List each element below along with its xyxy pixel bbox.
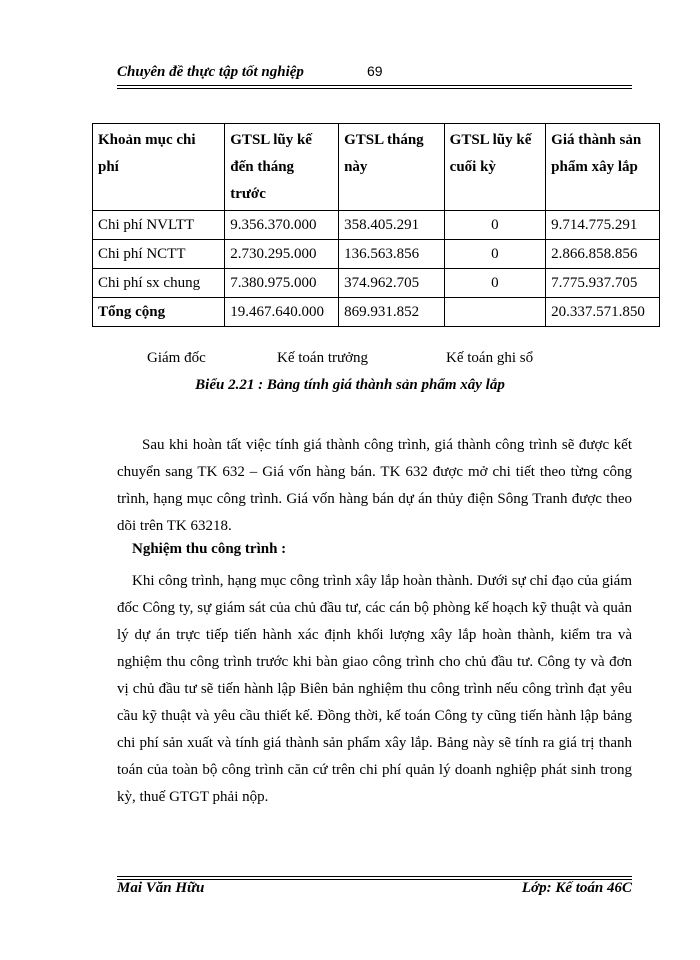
table-cell: 9.356.370.000: [225, 211, 339, 240]
table-cell: Chi phí NVLTT: [93, 211, 225, 240]
page-footer: [117, 880, 632, 902]
header-title: Chuyên đề thực tập tốt nghiệp: [117, 64, 304, 80]
table-cell: 374.962.705: [339, 269, 445, 298]
signature-director: Giám đốc: [147, 350, 206, 366]
table-total-row: [93, 298, 660, 327]
table-cell: 19.467.640.000: [225, 298, 339, 327]
table-row: [93, 269, 660, 298]
table-caption: Biểu 2.21 : Bảng tính giá thành sản phẩm xây lắp: [195, 377, 505, 393]
table-cell: 0: [444, 269, 546, 298]
col-header-prior-cumulative: GTSL lũy kế đến tháng trước: [225, 124, 339, 211]
footer-author: Mai Văn Hữu: [117, 880, 205, 896]
page-header: [117, 62, 632, 84]
col-header-end-cumulative: GTSL lũy kế cuối kỳ: [444, 124, 546, 211]
paragraph-acceptance: Khi công trình, hạng mục công trình xây lắp hoàn thành. Dưới sự chỉ đạo của giám đốc Công ty, sự giám sát của chủ đầu tư, các cán bộ phòng kế hoạch kỹ thuật và quản lý dự án trực tiếp tiến hành xác định khối lượng xây lắp hoàn thành, kiểm tra và nghiệm thu công trình trước khi bàn giao công trình cho chủ đầu tư. Công ty và đơn vị chủ đầu tư sẽ tiến hành lập Biên bản nghiệm thu công trình nếu công trình đạt yêu cầu kỹ thuật và yêu cầu thiết kế. Đồng thời, kế toán Công ty cũng tiến hành lập bảng chi phí sản xuất và tính giá thành sản phẩm xây lắp. Bảng này sẽ tính ra giá trị thanh toán của toàn bộ công trình căn cứ trên chi phí quản lý doanh nghiệp phát sinh trong kỳ, thuế GTGT phải nộp.: [117, 573, 632, 805]
page-number: 69: [367, 63, 383, 79]
footer-rule-top: [117, 876, 632, 877]
table-header-row: [93, 124, 660, 211]
table-cell: 9.714.775.291: [546, 211, 660, 240]
table-cell: Chi phí NCTT: [93, 240, 225, 269]
footer-class: Lớp: Kế toán 46C: [521, 880, 632, 896]
signature-chief-accountant: Kế toán trưởng: [277, 350, 369, 366]
col-header-product-cost: Giá thành sản phẩm xây lắp: [546, 124, 660, 211]
paragraph-transfer: Sau khi hoàn tất việc tính giá thành công trình, giá thành công trình sẽ được kết chuyển sang TK 632 – Giá vốn hàng bán. TK 632 được mở chi tiết theo từng công trình, hạng mục công trình. Giá vốn hàng bán dự án thủy điện Sông Tranh được theo dõi trên TK 63218.: [117, 437, 632, 534]
table-row: [93, 211, 660, 240]
table-cell: 869.931.852: [339, 298, 445, 327]
table-cell: 0: [444, 211, 546, 240]
col-header-this-month: GTSL tháng này: [339, 124, 445, 211]
table-cell: [444, 298, 546, 327]
signature-bookkeeper: Kế toán ghi sổ: [446, 350, 534, 366]
table-cell: Chi phí sx chung: [93, 269, 225, 298]
header-rule-bottom: [117, 88, 632, 89]
table-cell: 358.405.291: [339, 211, 445, 240]
cost-table: [92, 123, 660, 327]
table-row: [93, 240, 660, 269]
table-cell: 2.866.858.856: [546, 240, 660, 269]
table-cell: 20.337.571.850: [546, 298, 660, 327]
header-rule-top: [117, 85, 632, 86]
table-cell: 136.563.856: [339, 240, 445, 269]
table-cell: 7.775.937.705: [546, 269, 660, 298]
table-cell: 2.730.295.000: [225, 240, 339, 269]
col-header-cost-item: Khoản mục chi phí: [93, 124, 225, 211]
table-cell: 0: [444, 240, 546, 269]
total-label: Tổng cộng: [93, 298, 225, 327]
table-cell: 7.380.975.000: [225, 269, 339, 298]
section-subheading: Nghiệm thu công trình :: [132, 541, 287, 557]
